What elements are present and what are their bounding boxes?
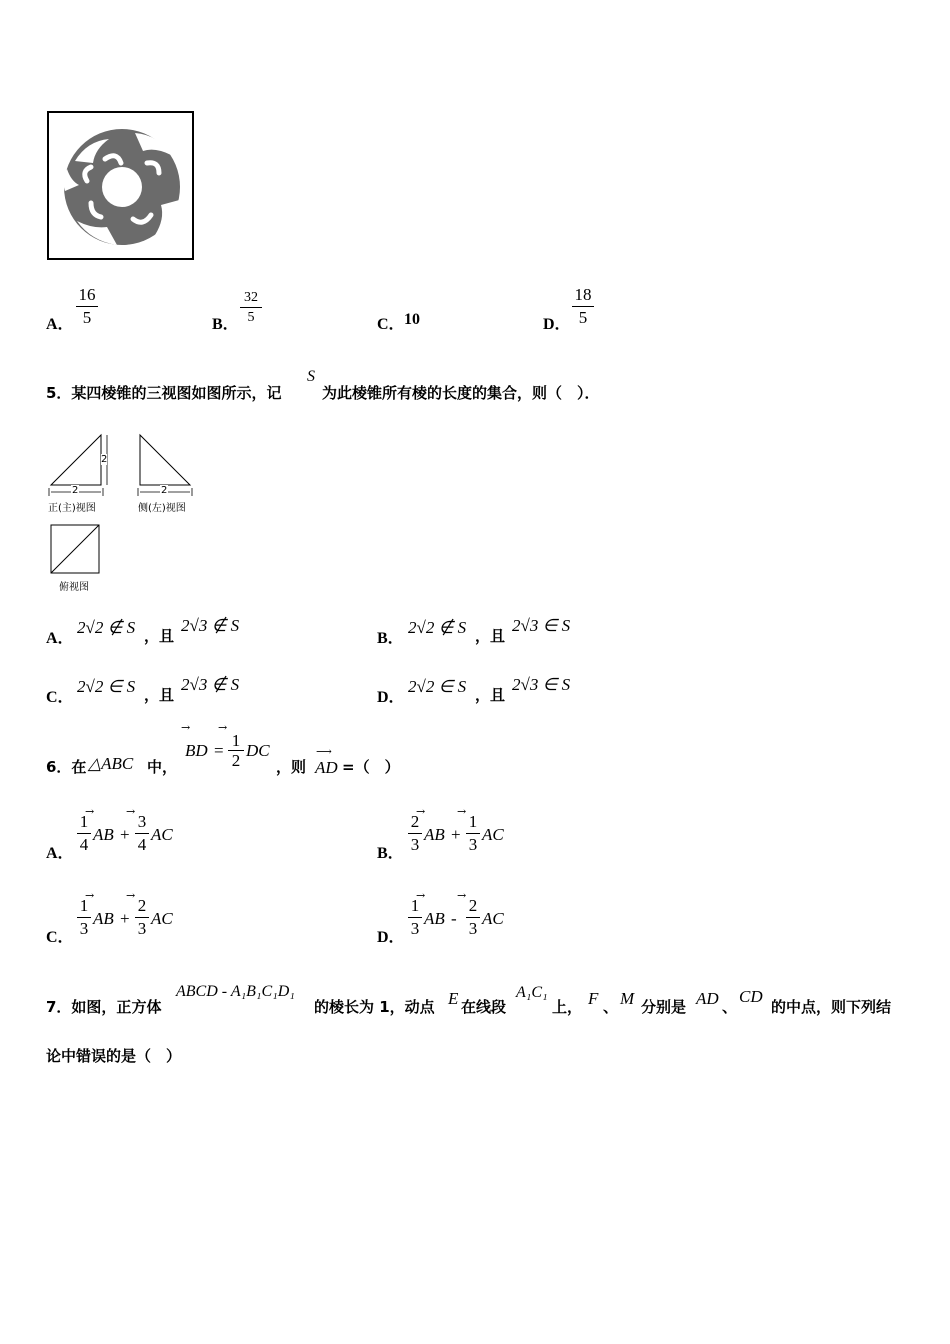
q6-option-b-fraction-2: 1 3 [466, 812, 480, 855]
q6-stem-tail: =（ ） [342, 758, 400, 776]
q6-option-d-fraction-1: 1 3 [408, 896, 422, 939]
q6-option-a-arrow-2: → [126, 805, 136, 818]
q7-point-f: F [588, 989, 599, 1008]
q6-option-d-vector-1: AB [424, 909, 445, 928]
q6-vec-arrow-dc: → [218, 721, 228, 734]
q5-option-b-right: 2√3 ∈ S [512, 616, 571, 635]
pinwheel-figure [47, 111, 194, 260]
q6-cond-right: DC [246, 741, 270, 760]
q6-triangle: △ABC [88, 754, 134, 773]
q4-option-d-fraction: 18 5 [572, 285, 594, 328]
q4-option-d-letter: D． [543, 316, 571, 333]
q7-text-2: 的棱长为 1，动点 [314, 998, 435, 1016]
q6-option-a-operator: + [120, 825, 130, 844]
q6-option-b-fraction-1: 2 3 [408, 812, 422, 855]
q6-option-b-arrow-1: → [416, 805, 426, 818]
q7-point-e: E [448, 989, 459, 1008]
q6-stem-then: ，则 [276, 758, 307, 776]
q4-option-c-value: 10 [404, 311, 420, 328]
q6-vec-arrow-bd: → [181, 721, 191, 734]
q7-text-line2: 论中错误的是（ ） [46, 1047, 182, 1065]
q4-option-a-letter: A． [46, 316, 74, 333]
q6-option-d-operator: - [451, 909, 457, 928]
q6-option-b-vector-2: AC [482, 825, 504, 844]
q7-text-4: 上， [552, 998, 583, 1016]
q6-option-c-vector-1: AB [93, 909, 114, 928]
q7-point-m: M [620, 989, 635, 1008]
q5-option-c-left: 2√2 ∈ S [77, 677, 136, 696]
q5-stem-prefix: 5．某四棱锥的三视图如图所示，记 [46, 384, 282, 402]
q5-option-a-letter: A． [46, 630, 74, 647]
q5-option-a-left: 2√2 ∉ S [77, 618, 136, 637]
q6-option-d-arrow-1: → [416, 889, 426, 902]
q5-option-d-sep: ，且 [475, 686, 506, 704]
q6-option-b-letter: B． [377, 845, 404, 862]
q7-text-6: 分别是 [641, 998, 687, 1016]
q7-text-3: 在线段 [461, 998, 507, 1016]
dim-height-label: 2 [101, 454, 108, 465]
q5-option-d-letter: D． [377, 689, 405, 706]
q7-cube: ABCD - A₁B₁C₁D₁ [176, 983, 295, 1000]
q6-vec-arrow-ad: ⟶ [316, 745, 332, 758]
q5-option-c-right: 2√3 ∉ S [181, 675, 240, 694]
q6-option-c-fraction-2: 2 3 [135, 896, 149, 939]
q6-cond-eq: = [214, 741, 224, 760]
dim-front-width-label: 2 [72, 485, 79, 496]
top-view-label: 俯视图 [59, 582, 89, 593]
q5-option-d-left: 2√2 ∈ S [408, 677, 467, 696]
q6-option-c-operator: + [120, 909, 130, 928]
q6-option-c-letter: C． [46, 929, 74, 946]
q6-cond-left: BD [185, 741, 208, 760]
q5-option-a-sep: ，且 [144, 627, 175, 645]
q6-option-a-arrow-1: → [85, 805, 95, 818]
q7-text-7: 、 [722, 998, 738, 1016]
q5-stem-var: S [307, 368, 315, 385]
q6-option-a-fraction-1: 1 4 [77, 812, 91, 855]
q4-option-a-fraction: 16 5 [76, 285, 98, 328]
q4-option-b-letter: B． [212, 316, 239, 333]
q5-stem-suffix: 为此棱锥所有棱的长度的集合，则（ ）． [322, 384, 600, 402]
q5-option-d-right: 2√3 ∈ S [512, 675, 571, 694]
q7-segment: A₁C₁ [516, 984, 548, 1001]
q4-option-c-letter: C． [377, 316, 405, 333]
q6-option-b-operator: + [451, 825, 461, 844]
q6-option-d-fraction-2: 2 3 [466, 896, 480, 939]
q5-option-b-sep: ，且 [475, 627, 506, 645]
q6-option-a-letter: A． [46, 845, 74, 862]
q6-cond-fraction: 1 2 [228, 733, 244, 770]
q6-option-c-vector-2: AC [151, 909, 173, 928]
q6-option-b-arrow-2: → [457, 805, 467, 818]
q5-option-c-letter: C． [46, 689, 74, 706]
q6-option-b-vector-1: AB [424, 825, 445, 844]
q6-option-a-vector-1: AB [93, 825, 114, 844]
side-view-label: 侧(左)视图 [138, 503, 186, 514]
q6-option-c-arrow-2: → [126, 889, 136, 902]
q7-edge-ad: AD [696, 989, 719, 1008]
three-view-diagram [46, 430, 206, 595]
q6-option-d-arrow-2: → [457, 889, 467, 902]
q5-option-b-left: 2√2 ∉ S [408, 618, 467, 637]
q5-option-c-sep: ，且 [144, 686, 175, 704]
q6-target: AD [315, 758, 338, 777]
q6-stem-mid: 中， [147, 758, 178, 776]
q7-text-5: 、 [603, 998, 619, 1016]
q6-stem-prefix: 6．在 [46, 758, 87, 776]
q7-text-1: 7．如图，正方体 [46, 998, 162, 1016]
q5-option-b-letter: B． [377, 630, 404, 647]
q5-option-a-right: 2√3 ∉ S [181, 616, 240, 635]
q6-option-a-vector-2: AC [151, 825, 173, 844]
q6-option-c-arrow-1: → [85, 889, 95, 902]
q4-option-b-fraction: 32 5 [240, 289, 262, 327]
q6-option-d-letter: D． [377, 929, 405, 946]
q7-edge-cd: CD [739, 987, 763, 1006]
q6-option-c-fraction-1: 1 3 [77, 896, 91, 939]
q6-option-a-fraction-2: 3 4 [135, 812, 149, 855]
front-view-label: 正(主)视图 [48, 503, 96, 514]
q7-text-8: 的中点，则下列结 [771, 998, 892, 1016]
q6-option-d-vector-2: AC [482, 909, 504, 928]
dim-side-width-label: 2 [161, 485, 168, 496]
